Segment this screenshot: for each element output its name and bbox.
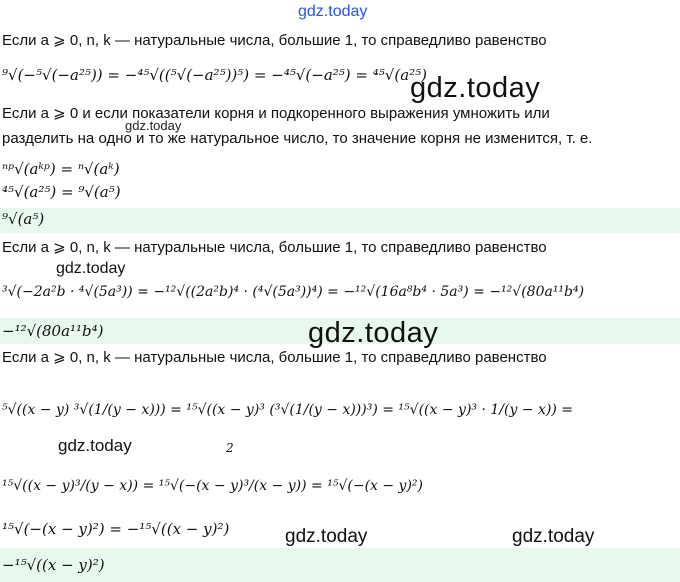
section1-rule-line-2: разделить на одно и то же натуральное число, то значение корня не изменится, т. е. xyxy=(2,130,593,147)
section2-equation-1: ³√(−2a²b · ⁴√(5a³)) = −¹²√((2a²b)⁴ · (⁴√(5a³))⁴) = −¹²√(16a⁸b⁴ · 5a³) = −¹²√(80a¹¹b⁴) xyxy=(2,284,585,300)
section2-answer: −¹²√(80a¹¹b⁴) xyxy=(2,322,104,340)
section3-equation-2: ¹⁵√((x − y)³/(y − x)) = ¹⁵√(−(x − y)³/(x − y)) = ¹⁵√(−(x − y)²) xyxy=(2,478,423,494)
section3-equation-3: ¹⁵√(−(x − y)²) = −¹⁵√((x − y)²) xyxy=(2,520,230,538)
watermark-mid-1: gdz.today xyxy=(56,260,126,277)
watermark-mid-3: gdz.today xyxy=(512,526,595,547)
section2-intro: Если a ⩾ 0, n, k — натуральные числа, большие 1, то справедливо равенство xyxy=(2,239,547,256)
section1-rule-line-1: Если a ⩾ 0 и если показатели корня и подкоренного выражения умножить или xyxy=(2,105,550,122)
watermark-mid-2: gdz.today xyxy=(285,526,368,547)
watermark-small-2: gdz.today xyxy=(58,436,132,455)
section1-intro: Если a ⩾ 0, n, k — натуральные числа, большие 1, то справедливо равенство xyxy=(2,32,547,49)
section3-intro: Если a ⩾ 0, n, k — натуральные числа, большие 1, то справедливо равенство xyxy=(2,349,547,366)
watermark-big-2: gdz.today xyxy=(308,317,439,349)
section3-equation-1: ⁵√((x − y) ³√(1/(y − x))) = ¹⁵√((x − y)³ (³√(1/(y − x)))³) = ¹⁵√((x − y)³ · 1/(y − x)) = xyxy=(2,402,573,418)
section1-answer: ⁹√(a⁵) xyxy=(2,210,45,228)
section1-step: ⁴⁵√(a²⁵) = ⁹√(a⁵) xyxy=(2,183,121,201)
answer-band-1 xyxy=(0,208,680,233)
watermark-small-1: gdz.today xyxy=(125,118,182,133)
watermark-top: gdz.today xyxy=(298,3,368,20)
section3-answer: −¹⁵√((x − y)²) xyxy=(2,556,105,574)
section1-rule-formula: ⁿᵖ√(aᵏᵖ) = ⁿ√(aᵏ) xyxy=(2,160,120,178)
section3-cancel-mark: 2 xyxy=(226,441,234,455)
section1-equation-1: ⁹√(−⁵√(−a²⁵)) = −⁴⁵√((⁵√(−a²⁵))⁵) = −⁴⁵√(−a²⁵) = ⁴⁵√(a²⁵) xyxy=(2,66,428,84)
watermark-big-1: gdz.today xyxy=(410,72,541,104)
